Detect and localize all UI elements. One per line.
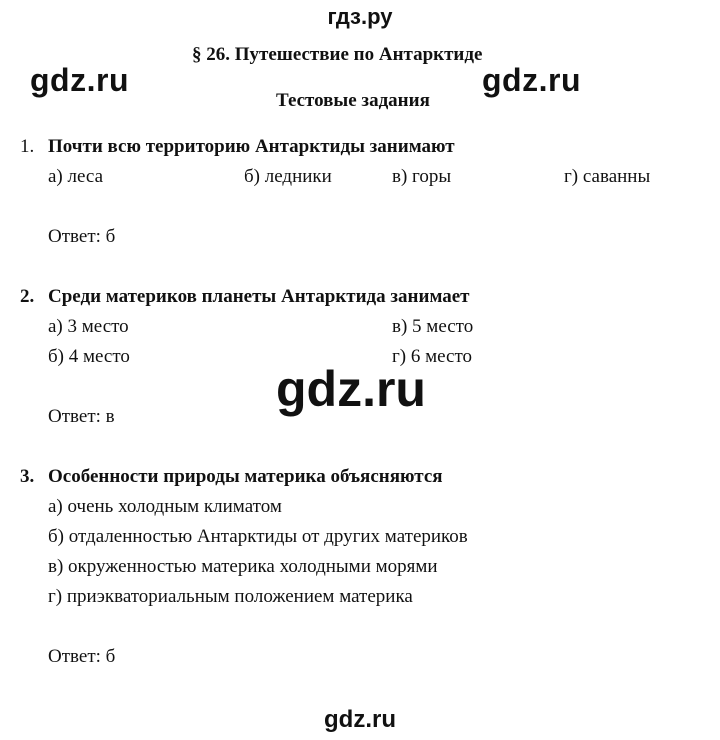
subtitle: Тестовые задания: [276, 90, 430, 111]
question-number: 1.: [20, 136, 35, 157]
watermark-right: gdz.ru: [482, 62, 581, 98]
watermark-bottom: gdz.ru: [324, 706, 396, 733]
watermark-center: gdz.ru: [276, 361, 426, 417]
option-b: б) 4 место: [48, 346, 130, 367]
option-c: в) окруженностью материка холодными морями: [48, 556, 438, 577]
option-c: в) горы: [392, 166, 452, 187]
option-a: а) леса: [48, 166, 103, 187]
option-d: г) приэкваториальным положением материка: [48, 586, 413, 607]
question-text: Среди материков планеты Антарктида занимает: [48, 286, 470, 307]
option-d: г) 6 место: [392, 346, 473, 367]
watermark-left: gdz.ru: [30, 62, 129, 98]
question-text: Почти всю территорию Антарктиды занимают: [48, 136, 455, 157]
option-a: а) очень холодным климатом: [48, 496, 282, 517]
answer: Ответ: в: [48, 406, 115, 427]
question-number: 2.: [20, 286, 35, 307]
option-c: в) 5 место: [392, 316, 474, 337]
answer: Ответ: б: [48, 646, 116, 667]
watermark-top: гдз.ру: [327, 4, 393, 29]
question-text: Особенности природы материка объясняются: [48, 466, 443, 487]
section-title: § 26. Путешествие по Антарктиде: [192, 44, 483, 65]
answer: Ответ: б: [48, 226, 116, 247]
option-a: а) 3 место: [48, 316, 129, 337]
option-b: б) ледники: [244, 166, 332, 187]
option-b: б) отдаленностью Антарктиды от других материков: [48, 526, 468, 547]
option-d: г) саванны: [564, 166, 651, 187]
question-number: 3.: [20, 466, 35, 487]
